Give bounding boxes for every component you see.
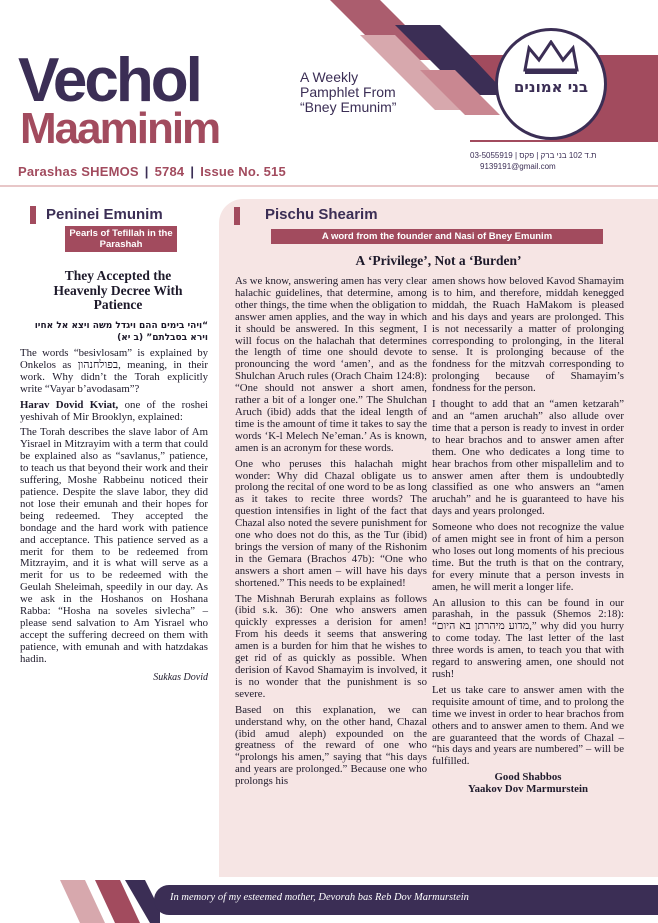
right-col1-paragraph-1: As we know, answering amen has very clear halachic guidelines, that determine, among other things, the time when the obligation to answer amen applies, and the way in which it should be answered. In this segment, I will focus on the halachah that determines the length of time one should devote to pronouncing the word ‘amen’, and as the Shulchan Aruch rules (Orach Chaim 124:8): “One should not answer a short amen, rather a bit of a longer one.” The Shulchan Aruch (ibid) adds that the ideal length of time is the amount of time it takes to say the words ‘K-l Melech Ne’eman.’ As is known, amen is an acronym for these words. [235, 275, 427, 454]
rabbi-name: Harav Dovid Kviat, [20, 398, 119, 411]
right-body-col2 [432, 276, 624, 796]
left-column [20, 200, 208, 872]
issue-number: Issue No. 515 [200, 164, 286, 179]
contact-email: 9139191@gmail.com [480, 162, 556, 171]
masthead-title-line2: Maaminim [20, 104, 220, 153]
right-section-title: Pischu Shearim [265, 206, 378, 223]
crown-icon [521, 40, 581, 76]
right-col1-paragraph-4: Based on this explanation, we can understand why, on the other hand, Chazal (ibid amud aleph) expounded on the greatness of the reward of one who “prolongs his amen,” saying that “his days and years are prolonged.” Because one who prolongs his [235, 703, 427, 788]
footer-dedication: In memory of my esteemed mother, Devorah bas Reb Dov Marmurstein [170, 892, 469, 903]
right-article-title: A ‘Privilege’, Not a ‘Burden’ [355, 253, 522, 268]
tagline: A Weekly Pamphlet From “Bney Emunim” [300, 69, 397, 115]
left-source: Sukkas Dovid [153, 671, 208, 683]
right-ribbon: A word from the founder and Nasi of Bney Emunim [271, 229, 603, 244]
right-col2-paragraph-1: amen shows how beloved Kavod Shamayim is to him, and therefore, middah kenegged middah, the Ruach HaMakom is pleased and his days and years are prolonged. This is not necessarily a matter of prolonging corresponding to prolonging, in the literal sense. It is prolonging because of the fondness for the mitzvah corresponding to prolonging because of Shamayim’s fondness for the person. [432, 275, 624, 395]
left-paragraph-3: The Torah describes the slave labor of Am Yisrael in Mitzrayim with a term that could be explained also as “savlanus,” patience, to teach us that beyond their work and their suffering, Moshe Rabbeinu noticed their patience. Despite the slave labor, they did not lose their emunah and their hopes for being redeemed. They accepted the bondage and the hard work with patience and acceptance. This patience served as a merit for them to be redeemed from Mitzrayim, and it is what will serve as a merit for us to be redeemed with the Geulah Sheleimah, speedily in our day. As we ask in the Hoshanos on Hoshana Rabba: “Hosha na soveles sivlecha” – please send salvation to Am Yisrael who accept the suffering decreed on them with patience, with emunah and with hatzdakas hadin. [20, 426, 208, 665]
left-paragraph-1: The words “besivlosam” is explained by Onkelos as בפולחנהון, meaning, in their work. Why didn’t the Torah explicitly write “Vayar b’avodasam”? [20, 347, 208, 395]
issue-info: Parashas SHEMOS | 5784 | Issue No. 515 [18, 164, 286, 179]
right-title-bar [234, 207, 240, 225]
masthead-title-line1: Vechol [18, 46, 200, 115]
footer-decoration [0, 880, 160, 923]
left-ribbon: Pearls of Tefillah in the Parashah [65, 226, 177, 252]
right-col2-paragraph-4: An allusion to this can be found in our parashah, in the passuk (Shemos 2:18): “מדוע מיהרתן בא היום,” why did you hurry to come today. The last letter of the last three words is amen, to teach you that with regard to answering amen, one should not rush! [432, 596, 624, 680]
right-col1-paragraph-3: The Mishnah Berurah explains as follows (ibid s.k. 36): One who answers amen quickly expresses a derision for amen! From his deeds it seems that answering amen is a burden for him that he wishes to get rid of as quickly as possible. When derision of Kavod Shamayim is involved, it is no wonder that the punishment is so severe. [235, 592, 427, 700]
left-article-title: They Accepted the Heavenly Decree With Patience [53, 268, 183, 312]
left-section-title: Peninei Emunim [46, 206, 163, 223]
signoff-author: Yaakov Dov Marmurstein [468, 783, 588, 796]
logo-text: בני אמונים [513, 78, 589, 96]
left-article-body [20, 320, 208, 687]
contact-address: ת.ד 102 בני ברק | פקס | 03-5055919 [470, 151, 597, 160]
year: 5784 [154, 164, 185, 179]
parasha-name: Parashas SHEMOS [18, 164, 139, 179]
hebrew-verse: “ויהי בימים ההם ויגדל משה ויצא אל אחיו וירא בסבלתם” (ב יא) [34, 321, 208, 343]
right-column [219, 199, 658, 877]
right-col2-paragraph-5: Let us take care to answer amen with the requisite amount of time, and to prolong the time we invest in order to hear brachos from others and to answer amen to them. And we are guaranteed that the words of Chazal – “his days and years are numbered” – will be fulfilled. [432, 683, 624, 768]
right-col1-paragraph-2: One who peruses this halachah might wonder: Why did Chazal obligate us to prolong the recital of one word to be as long as it takes to recite three words? The question intensifies in light of the fact that Chazal also noted the severe punishment for one who does not do this, as the Tur (ibid) brings the version of many of the Rishonim in the Gemara (Brachos 47b): “One who answers a short amen – will have his days shortened.” This needs to be explained! [235, 457, 427, 589]
right-col2-paragraph-2: I thought to add that an “amen ketzarah” and an “amen aruchah” also allude over time that a person is ready to invest in order to hear brachos and to answer amen after them. One who dedicates a long time to hear brachos from other mispallelim and to answer amen after them is undoubtedly classified as one who answers an “amen aruchah” and he is guaranteed to have his days and years prolonged. [432, 398, 624, 518]
contact-info [470, 150, 650, 172]
left-paragraph-2: Harav Dovid Kviat, one of the roshei yeshivah of Mir Brooklyn, explained: [20, 398, 208, 423]
left-title-bar [30, 206, 36, 224]
signoff-greeting: Good Shabbos [494, 771, 562, 784]
right-body-col1 [235, 276, 427, 792]
right-col2-paragraph-3: Someone who does not recognize the value of amen might see in front of him a person who loses out long moments of his precious time. But the truth is that on the contrary, for every minute that a person invests in amen, he will merit a longer life. [432, 521, 624, 593]
